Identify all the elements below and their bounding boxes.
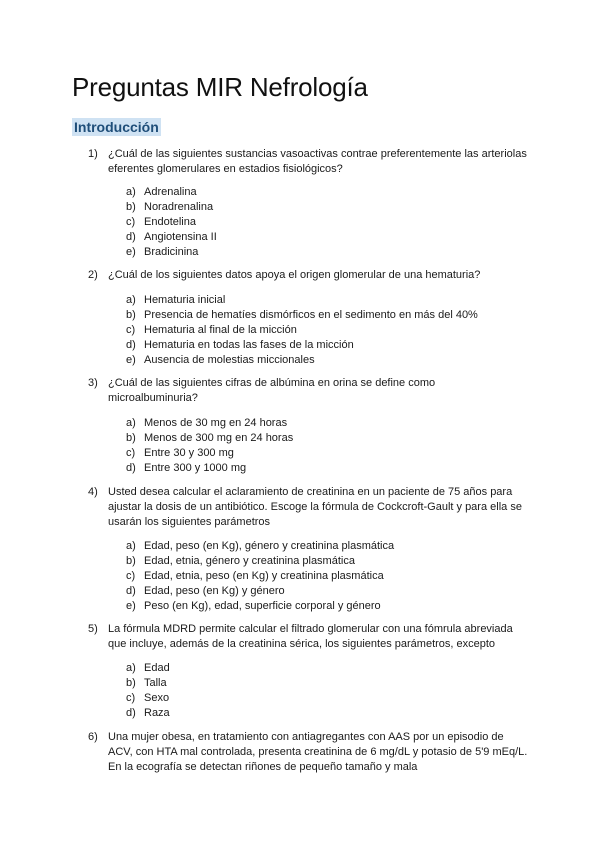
document-page: Preguntas MIR Nefrología Introducción 1) ¿Cuál de las siguientes sustancias vasoactivas contrae preferentemente las arteriolas eferentes glomerulares en estadios fisiológicos? a) Adrenalina b) Noradrenalina c) Endotelina d) Angiotensina II e) Bradicinina 2) ¿Cuál de los siguientes datos apoya el origen glomerular de una hematuria? a) Hematuria inicial b) Presencia de hematíes dismórficos en el sedimento en más del 40% c) Hematuria al final de la micción d) Hematuria en todas las fases de la micción e) Ausencia de molestias miccionales 3) ¿Cuál de las siguientes cifras de albúmina en orina se define como microalbuminuria? a) Menos de 30 mg en 24 horas b) Menos de 300 mg en 24 horas c) Entre 30 y 300 mg d) Entre 300 y 1000 mg 4) Usted desea calcular el aclaramiento de creatinina en un paciente de 75 años para ajustar la dosis de un antibiótico. Escoge la fórmula de Cockcroft-Gault y para ella se usarán los siguientes parámetros a) Edad, peso (en Kg), género y creatinina plasmática b) Edad, etnia, género y creatinina plasmática c) Edad, etnia, peso (en Kg) y creatinina plasmática d) Edad, peso (en Kg) y género e) Peso (en Kg), edad, superficie corporal y género 5) La fórmula MDRD permite calcular el filtrado glomerular con una fómrula abreviada que incluye, además de la creatinina sérica, los siguientes parámetros, excepto a) Edad b) Talla c) Sexo d) Raza 6) Una mujer obesa, en tratamiento con antiagregantes con AAS por un episodio de ACV, con HTA mal controlada, presenta creatinina de 6 mg/dL y potasio de 5'9 mEq/L. En la ecografía se detectan riñones de pequeño tamaño y mala xyxy=(72,72,528,773)
question-4 xyxy=(88,485,528,530)
question-text: ¿Cuál de los siguientes datos apoya el origen glomerular de una hematuria? xyxy=(108,269,481,281)
question-number: 4) xyxy=(88,486,98,498)
question-number: 6) xyxy=(88,731,98,743)
question-text: Una mujer obesa, en tratamiento con antiagregantes con AAS por un episodio de ACV, con HTA mal controlada, presenta creatinina de 6 mg/dL y potasio de 5'9 mEq/L. En la ecografía se detectan riñones de pequeño tamaño y mala xyxy=(108,731,528,773)
question-number: 5) xyxy=(88,623,98,635)
question-text: La fórmula MDRD permite calcular el filtrado glomerular con una fómrula abreviada que incluye, además de la creatinina sérica, los siguientes parámetros, excepto xyxy=(108,623,513,650)
question-text: ¿Cuál de las siguientes sustancias vasoactivas contrae preferentemente las arteriolas eferentes glomerulares en estadios fisiológicos? xyxy=(108,148,527,175)
question-3 xyxy=(88,376,528,406)
question-number: 2) xyxy=(88,269,98,281)
question-2 xyxy=(88,268,528,283)
question-text: ¿Cuál de las siguientes cifras de albúmina en orina se define como microalbuminuria? xyxy=(108,377,436,404)
question-text: Usted desea calcular el aclaramiento de creatinina en un paciente de 75 años para ajustar la dosis de un antibiótico. Escoge la fórmula de Cockcroft-Gault y para ella se usarán los siguientes parámetros xyxy=(108,486,522,528)
section-heading: Introducción xyxy=(74,119,159,135)
question-6 xyxy=(88,730,528,775)
question-5 xyxy=(88,622,528,652)
question-1 xyxy=(88,147,528,177)
question-number: 1) xyxy=(88,148,98,160)
page-title: Preguntas MIR Nefrología xyxy=(72,72,368,102)
question-number: 3) xyxy=(88,377,98,389)
